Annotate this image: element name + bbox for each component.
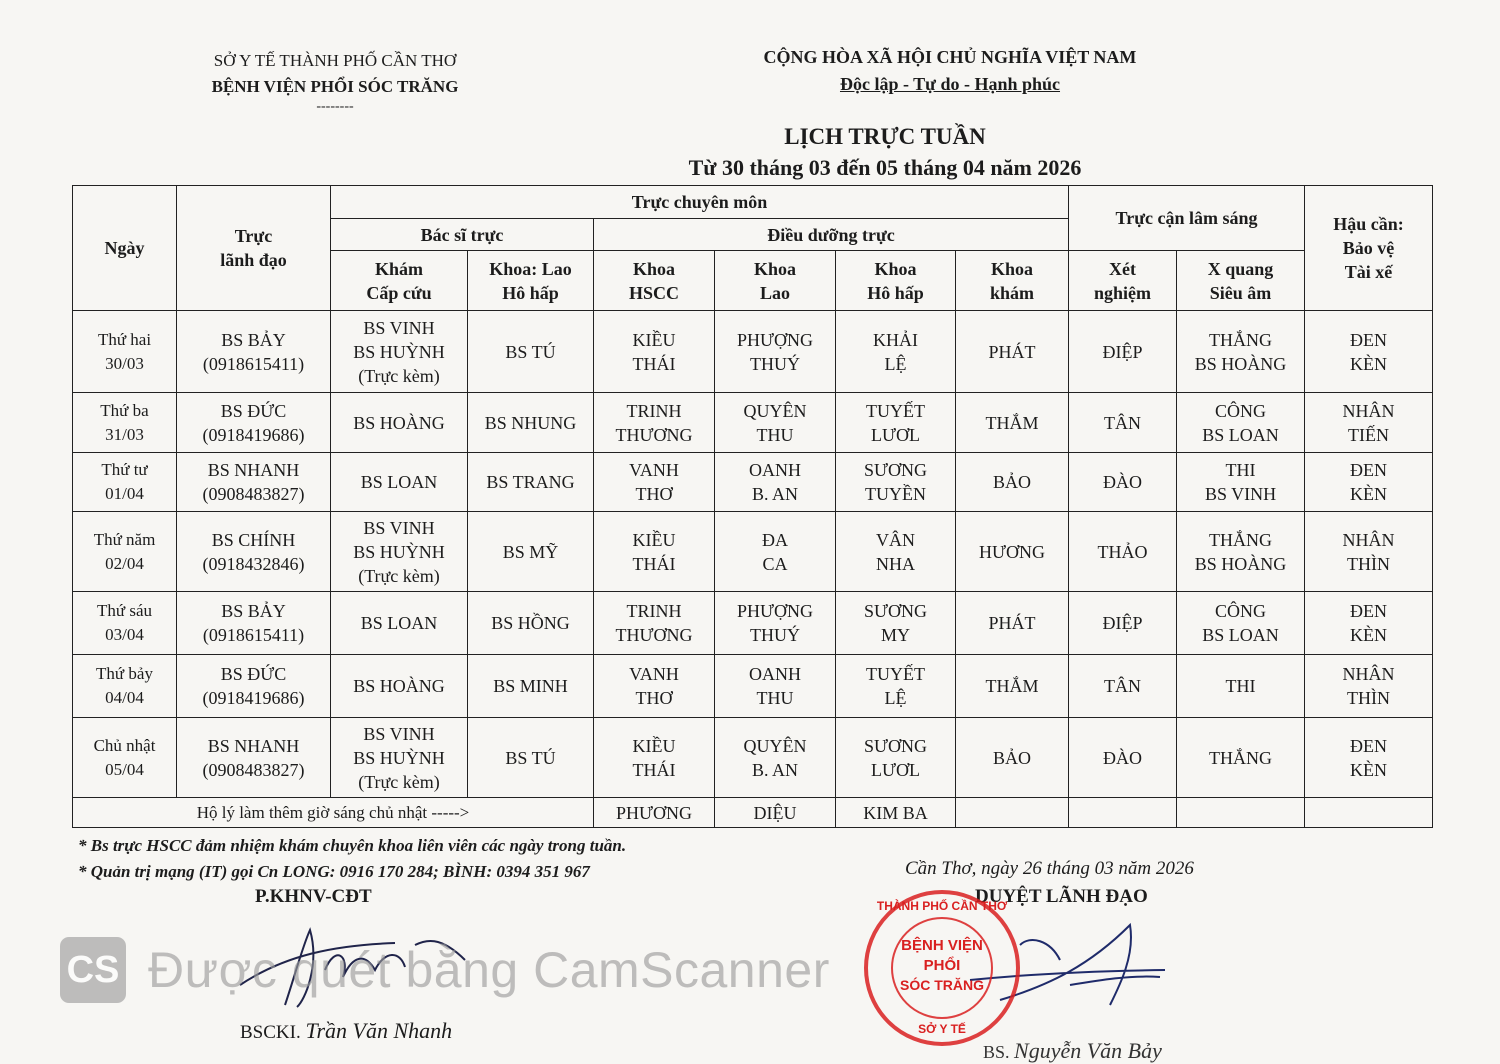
cell-line: BS TÚ xyxy=(505,747,556,768)
col-logistics-line3: Tài xế xyxy=(1344,262,1393,282)
cell-exam xyxy=(956,655,1069,718)
cell-line: BS NHANH xyxy=(207,460,300,480)
cell-line: Thứ ba xyxy=(100,400,149,420)
footnote-hscc: * Bs trực HSCC đảm nhiệm khám chuyên khoa liên viên các ngày trong tuần. xyxy=(78,836,627,855)
cell-exam xyxy=(956,453,1069,512)
cell-line: PHÁT xyxy=(988,613,1036,633)
col-hscc-header: Khoa HSCC xyxy=(594,251,715,311)
approval-label: DUYỆT LÃNH ĐẠO xyxy=(975,886,1148,907)
cell-line: THƠ xyxy=(635,484,673,504)
cell-line: BS HUỲNH xyxy=(353,341,445,362)
cell-line: KÈN xyxy=(1350,353,1388,374)
cell-line: (0908483827) xyxy=(202,484,305,504)
cell-line: LƯƠL xyxy=(871,759,920,780)
cell-line: BS CHÍNH xyxy=(211,529,296,550)
cell-resp xyxy=(836,592,956,655)
cell-day xyxy=(73,512,177,592)
cell-line: ĐA xyxy=(762,529,788,550)
cell-day xyxy=(73,393,177,453)
hospital-seal xyxy=(862,888,1022,1048)
cell-logistics xyxy=(1305,718,1433,798)
cell-lab xyxy=(1069,655,1177,718)
cell-leader xyxy=(177,512,331,592)
cell-exam xyxy=(956,592,1069,655)
cell-line: (Trực kèm) xyxy=(358,771,440,792)
col-day-header: Ngày xyxy=(73,186,177,311)
cell-line: KIỀU xyxy=(632,735,676,756)
cell-resp xyxy=(836,393,956,453)
cell-line: NHÂN xyxy=(1342,529,1395,550)
cell-line: B. AN xyxy=(751,484,798,504)
cell-line: (0918615411) xyxy=(202,353,305,374)
cell-line: (0908483827) xyxy=(202,759,305,780)
cell-line: 04/04 xyxy=(105,688,144,707)
cell-emergency xyxy=(331,393,468,453)
issuer-department: SỞ Y TẾ THÀNH PHỐ CẦN THƠ xyxy=(213,51,457,70)
cell-line: THI xyxy=(1225,460,1256,480)
cell-leader xyxy=(177,718,331,798)
col-lab-header: Xét nghiệm xyxy=(1069,251,1177,311)
col-doctors-header: Bác sĩ trực xyxy=(331,219,594,251)
cell-line: (0918419686) xyxy=(202,688,305,708)
cell-hscc xyxy=(594,512,715,592)
cell-line: BS BẢY xyxy=(221,329,286,350)
cell-resp xyxy=(836,453,956,512)
cell-line: B. AN xyxy=(751,759,798,780)
cell-line: ĐIỆP xyxy=(1102,341,1143,362)
national-motto: Độc lập - Tự do - Hạnh phúc xyxy=(839,74,1061,94)
cell-line: THẢO xyxy=(1097,541,1148,562)
issuer-divider: -------- xyxy=(316,99,354,114)
cell-day xyxy=(73,311,177,393)
cell-line: BS VINH xyxy=(363,517,435,538)
cell-line: OANH xyxy=(749,664,801,684)
cell-line: THƯƠNG xyxy=(615,424,693,445)
cell-lao xyxy=(715,453,836,512)
cell-xray xyxy=(1177,393,1305,453)
cell-line: VANH xyxy=(629,460,679,480)
cell-line: BS ĐỨC xyxy=(220,664,287,684)
cell-hscc xyxy=(594,592,715,655)
cell-line: (Trực kèm) xyxy=(358,365,440,386)
signer-right xyxy=(983,1038,1162,1064)
cell-hscc xyxy=(594,311,715,393)
cell-line: CÔNG xyxy=(1215,601,1267,621)
cell-line: THÌN xyxy=(1347,553,1391,574)
cell-line: BS HOÀNG xyxy=(353,412,445,433)
cell-day xyxy=(73,453,177,512)
cell-lab xyxy=(1069,592,1177,655)
table-row xyxy=(73,592,1433,655)
cell-line: SƯƠNG xyxy=(864,460,927,480)
cell-line: 30/03 xyxy=(105,353,144,373)
cell-lao-doctor xyxy=(468,311,594,393)
cell-line: BS TRANG xyxy=(486,472,575,492)
cell-line: 01/04 xyxy=(105,484,144,503)
cell-lao-doctor xyxy=(468,655,594,718)
cell-exam xyxy=(956,718,1069,798)
cell-xray xyxy=(1177,592,1305,655)
cell-line: TRINH xyxy=(626,601,682,621)
cell-lao-doctor xyxy=(468,393,594,453)
cell-exam xyxy=(956,311,1069,393)
cell-line: PHƯỢNG xyxy=(737,329,813,350)
col-lao-header: Khoa Lao xyxy=(715,251,836,311)
cell-lab xyxy=(1069,512,1177,592)
cell-leader xyxy=(177,311,331,393)
cell-lao-doctor xyxy=(468,453,594,512)
cell-resp xyxy=(836,512,956,592)
cell-xray xyxy=(1177,655,1305,718)
cell-emergency xyxy=(331,718,468,798)
col-emergency-header: Khám Cấp cứu xyxy=(331,251,468,311)
cell-line: THUÝ xyxy=(750,353,800,374)
cell-emergency xyxy=(331,655,468,718)
cell-lab xyxy=(1069,393,1177,453)
cell-resp xyxy=(836,718,956,798)
cell-emergency xyxy=(331,512,468,592)
cell-line: BS HOÀNG xyxy=(1194,353,1287,374)
cell-lao xyxy=(715,718,836,798)
table-row xyxy=(73,311,1433,393)
issuer-block xyxy=(150,48,520,114)
table-row xyxy=(73,453,1433,512)
cell-line: TIẾN xyxy=(1348,424,1390,445)
cell-line: 31/03 xyxy=(105,424,144,444)
cell-line: KÈN xyxy=(1350,759,1388,780)
cell-line: BS VINH xyxy=(363,317,435,338)
extra-shift-empty xyxy=(1177,798,1305,828)
cell-emergency xyxy=(331,311,468,393)
duty-schedule-table xyxy=(72,185,1433,828)
cell-line: NHÂN xyxy=(1342,400,1395,421)
cell-line: THÌN xyxy=(1347,688,1391,708)
cell-lab xyxy=(1069,311,1177,393)
cell-line: BS NHUNG xyxy=(484,412,577,433)
cell-line: TUYẾT xyxy=(866,400,925,421)
cell-line: KIỀU xyxy=(632,329,676,350)
cell-lab xyxy=(1069,718,1177,798)
cell-line: ĐEN xyxy=(1350,601,1388,621)
department-label: P.KHNV-CĐT xyxy=(255,886,372,907)
camscanner-watermark xyxy=(60,935,830,1005)
cell-line: THU xyxy=(756,424,794,445)
col-leader-line1: Trực xyxy=(234,226,273,246)
cell-day xyxy=(73,592,177,655)
cell-line: KÈN xyxy=(1350,625,1388,645)
cell-logistics xyxy=(1305,453,1433,512)
cell-line: THƠ xyxy=(635,688,673,708)
cell-line: THI xyxy=(1225,676,1256,696)
cell-lao-doctor xyxy=(468,512,594,592)
cell-line: BS HUỲNH xyxy=(353,747,445,768)
cell-line: THẮNG xyxy=(1209,329,1273,350)
extra-shift-lao: DIỆU xyxy=(715,798,836,828)
cell-line: QUYÊN xyxy=(743,400,807,421)
seal-line2: PHỔI xyxy=(923,957,961,974)
cell-line: TÂN xyxy=(1104,676,1142,696)
cell-line: ĐEN xyxy=(1350,735,1388,756)
cell-xray xyxy=(1177,453,1305,512)
cell-logistics xyxy=(1305,393,1433,453)
cell-line: BẢO xyxy=(993,472,1032,492)
col-leader-header xyxy=(177,186,331,311)
cell-line: THÁI xyxy=(632,353,676,374)
signer-right-name: Nguyễn Văn Bảy xyxy=(1014,1038,1162,1063)
cell-line: ĐIỆP xyxy=(1102,613,1143,633)
cell-hscc xyxy=(594,718,715,798)
col-logistics-header xyxy=(1305,186,1433,311)
cell-lao xyxy=(715,512,836,592)
cell-line: BS HỒNG xyxy=(491,613,570,633)
cell-line: NHA xyxy=(876,553,915,574)
cell-line: BS MỸ xyxy=(502,541,559,562)
document-title: LỊCH TRỰC TUẦN xyxy=(784,124,986,149)
cell-logistics xyxy=(1305,592,1433,655)
cell-exam xyxy=(956,393,1069,453)
cell-day xyxy=(73,655,177,718)
table-row xyxy=(73,718,1433,798)
col-logistics-line1: Hậu cần: xyxy=(1333,214,1404,234)
cell-line: (0918615411) xyxy=(202,625,305,645)
cell-lao xyxy=(715,592,836,655)
cell-line: ĐEN xyxy=(1350,460,1388,480)
cell-line: TUYẾT xyxy=(866,664,925,684)
cell-line: BS LOAN xyxy=(360,613,438,633)
cell-line: Thứ sáu xyxy=(96,601,152,620)
signer-left-name: Trần Văn Nhanh xyxy=(305,1018,453,1043)
cell-line: THU xyxy=(756,688,794,708)
signer-left-title: BSCKI. xyxy=(240,1022,301,1043)
cell-line: THƯƠNG xyxy=(615,625,693,645)
cell-line: LỆ xyxy=(884,353,907,374)
cell-lao xyxy=(715,311,836,393)
cell-emergency xyxy=(331,592,468,655)
cell-line: PHƯỢNG xyxy=(737,601,813,621)
national-header xyxy=(720,44,1180,98)
cell-line: PHÁT xyxy=(988,341,1036,362)
cell-line: KIỀU xyxy=(632,529,676,550)
cell-xray xyxy=(1177,512,1305,592)
cell-line: THÁI xyxy=(632,553,676,574)
extra-shift-hscc: PHƯƠNG xyxy=(594,798,715,828)
cell-line: 02/04 xyxy=(105,553,144,573)
cell-line: (Trực kèm) xyxy=(358,565,440,586)
cell-line: (0918419686) xyxy=(202,424,305,445)
cell-leader xyxy=(177,592,331,655)
cell-line: TRINH xyxy=(626,400,682,421)
cell-line: Thứ bảy xyxy=(96,664,153,683)
cell-line: BS BẢY xyxy=(221,601,286,621)
cell-line: BS TÚ xyxy=(505,341,556,362)
footnote-it-contact: * Quản trị mạng (IT) gọi Cn LONG: 0916 170 284; BÌNH: 0394 351 967 xyxy=(78,862,590,881)
cell-leader xyxy=(177,453,331,512)
signer-right-title: BS. xyxy=(983,1042,1010,1062)
cell-emergency xyxy=(331,453,468,512)
cell-line: BS LOAN xyxy=(1202,625,1279,645)
cell-line: ĐEN xyxy=(1350,329,1388,350)
cell-line: NHÂN xyxy=(1342,664,1395,684)
cell-line: KHẢI xyxy=(873,329,918,350)
seal-ring-bottom: SỞ Y TẾ xyxy=(918,1022,966,1036)
table-row xyxy=(73,512,1433,592)
cell-lab xyxy=(1069,453,1177,512)
cell-line: Thứ tư xyxy=(101,460,148,479)
cell-day xyxy=(73,718,177,798)
document-date-range: Từ 30 tháng 03 đến 05 tháng 04 năm 2026 xyxy=(688,155,1082,180)
col-resp-header: Khoa Hô hấp xyxy=(836,251,956,311)
cell-line: VANH xyxy=(629,664,679,684)
cell-exam xyxy=(956,512,1069,592)
cell-line: SƯƠNG xyxy=(864,735,927,756)
cell-logistics xyxy=(1305,655,1433,718)
schedule-body xyxy=(73,311,1433,828)
cell-line: QUYÊN xyxy=(743,735,807,756)
cell-line: THẮNG xyxy=(1209,747,1273,768)
cell-line: 03/04 xyxy=(105,625,144,644)
cell-leader xyxy=(177,393,331,453)
extra-shift-resp: KIM BA xyxy=(836,798,956,828)
extra-shift-row xyxy=(73,798,1433,828)
camscanner-text: Được quét bằng CamScanner xyxy=(148,942,830,998)
cell-line: HƯƠNG xyxy=(979,541,1045,562)
cell-resp xyxy=(836,311,956,393)
seal-line3: SÓC TRĂNG xyxy=(900,977,984,993)
cell-line: 05/04 xyxy=(105,759,144,779)
cell-line: CA xyxy=(762,553,788,574)
cell-line: THUÝ xyxy=(750,625,800,645)
issuer-hospital: BỆNH VIỆN PHỔI SÓC TRĂNG xyxy=(211,77,459,96)
col-professional-header: Trực chuyên môn xyxy=(331,186,1069,219)
seal-ring-text: THÀNH PHỐ CẦN THƠ xyxy=(876,899,1008,913)
cell-line: ĐÀO xyxy=(1103,747,1143,768)
cell-lao-doctor xyxy=(468,718,594,798)
cell-line: BS MINH xyxy=(493,676,568,696)
cell-line: VÂN xyxy=(876,529,915,550)
cell-lao xyxy=(715,393,836,453)
extra-shift-label: Hộ lý làm thêm giờ sáng chủ nhật -----> xyxy=(73,798,594,828)
cell-hscc xyxy=(594,453,715,512)
cell-line: BS VINH xyxy=(363,723,435,744)
cell-logistics xyxy=(1305,311,1433,393)
cell-xray xyxy=(1177,718,1305,798)
cell-line: BS HOÀNG xyxy=(1194,553,1287,574)
cell-hscc xyxy=(594,393,715,453)
cell-line: BS LOAN xyxy=(1202,424,1279,445)
extra-shift-empty xyxy=(1069,798,1177,828)
cell-lao xyxy=(715,655,836,718)
cell-xray xyxy=(1177,311,1305,393)
cell-logistics xyxy=(1305,512,1433,592)
cell-lao-doctor xyxy=(468,592,594,655)
cell-line: THÁI xyxy=(632,759,676,780)
cell-line: CÔNG xyxy=(1215,400,1267,421)
cell-line: BS LOAN xyxy=(360,472,438,492)
col-lao-doctor-header: Khoa: Lao Hô hấp xyxy=(468,251,594,311)
cell-line: Thứ hai xyxy=(97,329,152,349)
seal-line1: BỆNH VIỆN xyxy=(901,937,983,954)
cell-line: BS ĐỨC xyxy=(220,400,287,421)
cell-line: TUYỀN xyxy=(865,484,926,504)
cell-line: OANH xyxy=(749,460,801,480)
cell-line: BS NHANH xyxy=(207,735,300,756)
cell-line: MY xyxy=(880,625,910,645)
cell-resp xyxy=(836,655,956,718)
cell-line: (0918432846) xyxy=(202,553,305,574)
cell-line: TÂN xyxy=(1104,412,1142,433)
cell-leader xyxy=(177,655,331,718)
col-xray-header: X quang Siêu âm xyxy=(1177,251,1305,311)
cell-line: THẮM xyxy=(985,412,1039,433)
cell-line: KÈN xyxy=(1350,484,1388,504)
camscanner-logo-icon: CS xyxy=(60,937,126,1003)
cell-line: BS HOÀNG xyxy=(353,676,445,696)
cell-line: BS VINH xyxy=(1204,484,1277,504)
place-date: Cần Thơ, ngày 26 tháng 03 năm 2026 xyxy=(905,858,1194,879)
cell-line: BẢO xyxy=(993,747,1032,768)
cell-line: ĐÀO xyxy=(1103,472,1143,492)
national-title: CỘNG HÒA XÃ HỘI CHỦ NGHĨA VIỆT NAM xyxy=(763,47,1137,67)
cell-line: BS HUỲNH xyxy=(353,541,445,562)
cell-line: Chủ nhật xyxy=(93,735,156,755)
extra-shift-empty xyxy=(1305,798,1433,828)
col-nurses-header: Điều dưỡng trực xyxy=(594,219,1069,251)
cell-line: Thứ năm xyxy=(93,529,156,549)
extra-shift-empty xyxy=(956,798,1069,828)
cell-line: SƯƠNG xyxy=(864,601,927,621)
col-leader-line2: lãnh đạo xyxy=(220,250,287,270)
cell-line: LỆ xyxy=(884,688,907,708)
cell-line: THẮM xyxy=(985,676,1039,696)
cell-hscc xyxy=(594,655,715,718)
col-exam-header: Khoa khám xyxy=(956,251,1069,311)
col-paraclinical-header: Trực cận lâm sáng xyxy=(1069,186,1305,251)
col-logistics-line2: Bảo vệ xyxy=(1342,238,1395,258)
table-row xyxy=(73,655,1433,718)
footnotes xyxy=(78,833,626,885)
cell-line: THẮNG xyxy=(1209,529,1273,550)
table-row xyxy=(73,393,1433,453)
cell-line: LƯƠL xyxy=(871,424,920,445)
signer-left xyxy=(240,1018,452,1044)
